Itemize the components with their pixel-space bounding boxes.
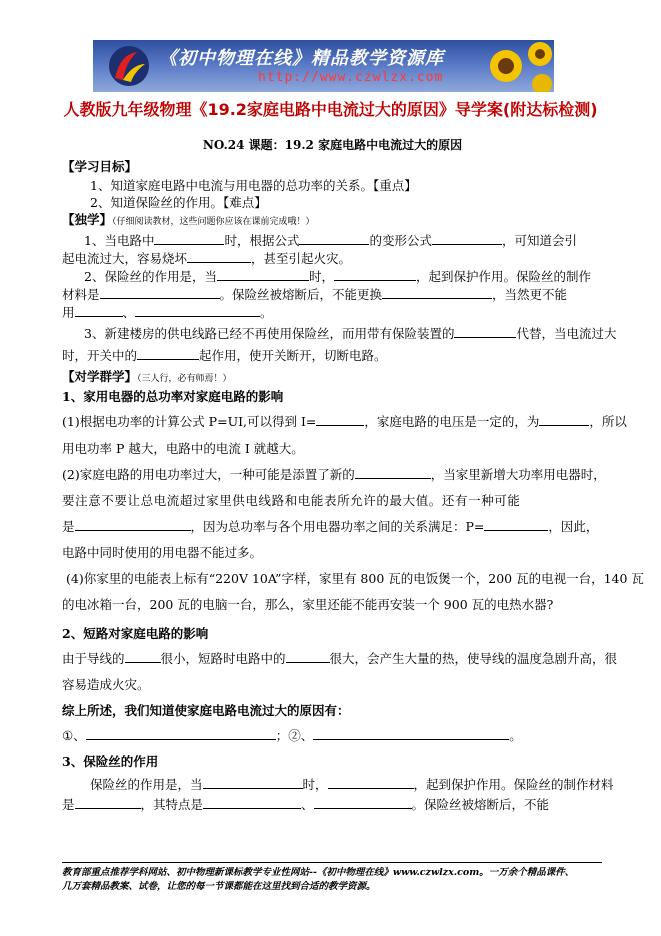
question-3-line-1: 3、新建楼房的供电线路已经不再使用保险丝，而用带有保险装置的 代替，当电流过大 [84, 326, 617, 341]
section-2-title: 2、短路对家庭电路的影响 [62, 626, 209, 641]
question-1-line-1: 1、当电路中 时，根据公式 的变形公式 ，可知道会引 [84, 233, 577, 248]
question-2-line-2: 材料是 。保险丝被熔断后，不能更换 ，当然更不能 [62, 287, 568, 302]
sunflower-icon [476, 40, 554, 92]
para-1-line-2: 用电功率 P 越大，电路中的电流 I 就越大。 [62, 441, 304, 456]
logo-icon [107, 44, 151, 88]
goal-2: 2、知道保险丝的作用。【难点】 [90, 195, 267, 210]
question-2-line-1: 2、保险丝的作用是，当 时， ，起到保护作用。保险丝的制作 [84, 269, 591, 284]
banner-title: 《初中物理在线》精品教学资源库 [159, 48, 444, 69]
footer [62, 862, 602, 894]
pair-study-note: （三人行，必有师焉！） [137, 374, 232, 384]
question-1-line-2: 起电流过大，容易烧坏 ，甚至引起火灾。 [62, 251, 352, 266]
para-4-line-1: (4)你家里的电能表上标有“220V 10A”字样，家里有 800 瓦的电饭煲一个，200 瓦的电视一台，140 瓦 [66, 571, 644, 586]
summary-heading: 综上所述，我们知道使家庭电路电流过大的原因有： [62, 703, 350, 718]
section-2-line-1: 由于导线的 很小，短路时电路中的 很大，会产生大量的热，使导线的温度急剧升高，很 [62, 651, 618, 666]
footer-line-2: 几万套精品教案、试卷，让您的每一节课都能在这里找到合适的教学资源。 [62, 881, 376, 892]
section-3-title: 3、保险丝的作用 [62, 754, 159, 769]
goal-1: 1、知道家庭电路中电流与用电器的总功率的关系。【重点】 [90, 178, 417, 193]
lesson-header: NO.24 课题：19.2 家庭电路中电流过大的原因 [202, 138, 463, 152]
summary-blanks: ①、 ；②、 。 [62, 728, 522, 743]
para-2-line-4: 电路中同时使用的用电器不能过多。 [62, 545, 263, 560]
footer-line-1: 教育部重点推荐学科网站、初中物理新课标教学专业性网站--《初中物理在线》www.czwlzx.com。一万余个精品课件、 [62, 867, 575, 878]
document-title: 人教版九年级物理《19.2家庭电路中电流过大的原因》导学案(附达标检测) [63, 100, 598, 119]
banner [93, 40, 554, 92]
goals-heading: 【学习目标】 [62, 159, 138, 174]
question-3-line-2: 时，开关中的 起作用，使开关断开，切断电路。 [62, 348, 387, 363]
section-3-line-2: 是 ，其特点是 、 。保险丝被熔断后，不能 [62, 797, 550, 812]
section-3-line-1: 保险丝的作用是，当 时， ，起到保护作用。保险丝的制作材料 [90, 777, 614, 792]
section-1-title: 1、家用电器的总功率对家庭电路的影响 [62, 389, 284, 404]
banner-url[interactable]: http://www.czwlzx.com [258, 70, 444, 85]
para-2-line-1: (2)家庭电路的用电功率过大，一种可能是添置了新的 ，当家里新增大功率用电器时， [62, 467, 606, 482]
para-4-line-2: 的电冰箱一台，200 瓦的电脑一台，那么，家里还能不能再安装一个 900 瓦的电热水器? [62, 597, 554, 612]
self-study-note: （仔细阅读教材，这些问题你应该在课前完成哦！） [112, 217, 315, 227]
self-study-heading: 【独学】（仔细阅读教材，这些问题你应该在课前完成哦！） [62, 212, 315, 227]
para-2-line-2: 要注意不要让总电流超过家里供电线路和电能表所允许的最大值。还有一种可能 [62, 493, 521, 508]
para-1-line-1: (1)根据电功率的计算公式 P=UI,可以得到 I= ，家庭电路的电压是一定的，为 ，所以 [62, 414, 627, 429]
para-2-line-3: 是 ，因为总功率与各个用电器功率之间的关系满足：P= ，因此， [62, 519, 599, 534]
section-2-line-2: 容易造成火灾。 [62, 677, 150, 692]
question-2-line-3: 用 、 。 [62, 305, 273, 320]
pair-study-heading: 【对学群学】（三人行，必有师焉！） [62, 369, 232, 384]
